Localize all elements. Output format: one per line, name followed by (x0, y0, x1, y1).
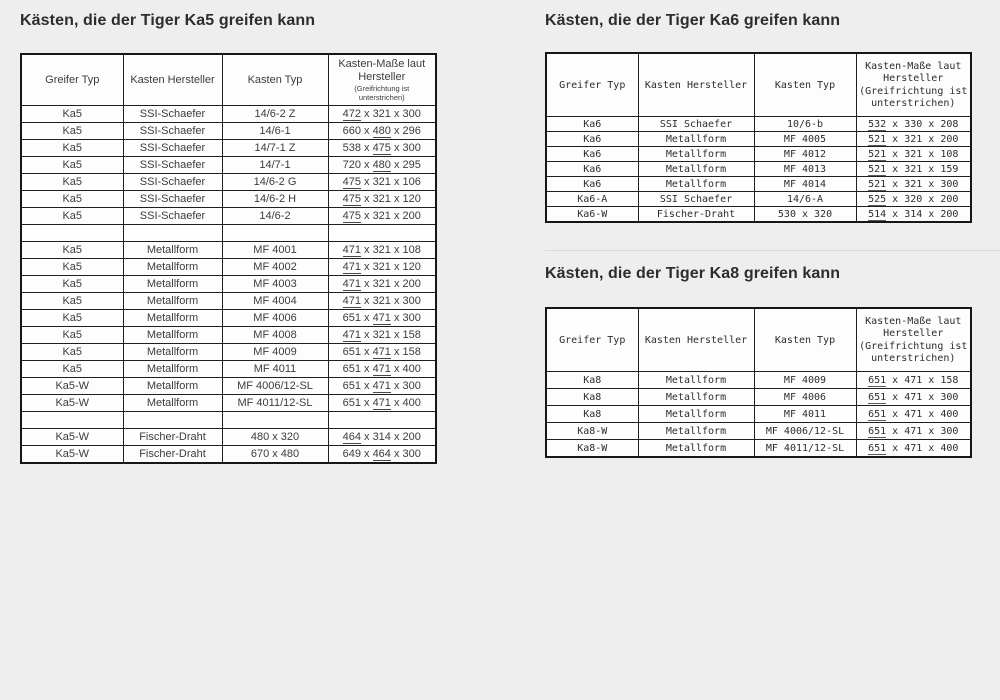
table-row (21, 446, 436, 464)
dimension: 300 (940, 178, 959, 190)
dimension: 651 (342, 397, 361, 409)
table-row (546, 192, 971, 207)
header-row (546, 308, 971, 372)
dimension: 649 (342, 448, 361, 460)
cell-kasten-hersteller: Metallform (638, 440, 754, 458)
grip-dimension: 471 (372, 312, 391, 324)
grip-dimension: 472 (342, 108, 361, 120)
col-header-kasten-masse-label: Kasten-Maße laut Hersteller (865, 60, 962, 84)
dimension: 321 (904, 163, 923, 175)
col-header-kasten-hersteller: Kasten Hersteller (638, 53, 754, 117)
dimension: 471 (904, 408, 923, 420)
dimension: 400 (402, 363, 421, 375)
cell-kasten-masse: 472 x 321 x 300 (328, 106, 436, 123)
table-row (21, 106, 436, 123)
spacer-row (21, 225, 436, 242)
cell-kasten-masse: 651 x 471 x 400 (856, 440, 971, 458)
cell-greifer-typ: Ka5 (21, 242, 123, 259)
dimension: 300 (402, 108, 421, 120)
dimension: 321 (372, 210, 391, 222)
cell-kasten-typ: MF 4009 (754, 372, 856, 389)
table-row (546, 207, 971, 223)
cell-kasten-typ: 14/7-1 Z (222, 140, 328, 157)
cell-kasten-typ: 480 x 320 (222, 429, 328, 446)
dimension: 158 (402, 329, 421, 341)
col-header-kasten-masse-label: Kasten-Maße laut Hersteller (865, 315, 962, 339)
cell-kasten-typ: MF 4012 (754, 147, 856, 162)
dimension: 120 (402, 193, 421, 205)
cell-kasten-masse: 651 x 471 x 300 (328, 310, 436, 327)
spacer-row (21, 412, 436, 429)
cell-kasten-masse: 471 x 321 x 120 (328, 259, 436, 276)
cell-greifer-typ: Ka6-A (546, 192, 638, 207)
cell-kasten-masse: 521 x 321 x 159 (856, 162, 971, 177)
cell-kasten-hersteller: SSI-Schaefer (123, 123, 222, 140)
grip-dimension: 514 (868, 208, 887, 220)
cell-kasten-typ: 10/6-b (754, 117, 856, 132)
cell-kasten-typ: MF 4013 (754, 162, 856, 177)
dimension: 400 (940, 408, 959, 420)
dimension: 321 (372, 176, 391, 188)
col-header-kasten-typ: Kasten Typ (754, 53, 856, 117)
cell-greifer-typ: Ka5 (21, 208, 123, 225)
cell-kasten-typ: MF 4009 (222, 344, 328, 361)
table-row (21, 191, 436, 208)
table-row (21, 310, 436, 327)
grip-dimension: 521 (868, 163, 887, 175)
cell-kasten-masse: 464 x 314 x 200 (328, 429, 436, 446)
col-header-greifer-typ: Greifer Typ (546, 53, 638, 117)
cell-kasten-typ: MF 4008 (222, 327, 328, 344)
ka5-section-title: Kästen, die der Tiger Ka5 greifen kann (20, 12, 316, 29)
dimension: 200 (940, 208, 959, 220)
dimension: 321 (372, 329, 391, 341)
cell-greifer-typ: Ka5-W (21, 429, 123, 446)
cell-kasten-hersteller: Metallform (638, 162, 754, 177)
dimension: 651 (342, 346, 361, 358)
cell-kasten-typ: MF 4014 (754, 177, 856, 192)
dimension: 300 (402, 448, 421, 460)
ka8-table (545, 307, 972, 458)
cell-greifer-typ: Ka5 (21, 106, 123, 123)
cell-kasten-hersteller: SSI-Schaefer (123, 191, 222, 208)
grip-dimension: 464 (342, 431, 361, 443)
table-row (21, 344, 436, 361)
cell-kasten-masse: 521 x 321 x 200 (856, 132, 971, 147)
col-header-kasten-hersteller: Kasten Hersteller (123, 54, 222, 106)
cell-kasten-masse: 471 x 321 x 300 (328, 293, 436, 310)
grip-dimension: 471 (372, 363, 391, 375)
cell-kasten-masse: 651 x 471 x 400 (856, 406, 971, 423)
empty-cell (328, 412, 436, 429)
dimension: 159 (940, 163, 959, 175)
cell-kasten-hersteller: Metallform (123, 276, 222, 293)
cell-kasten-masse: 660 x 480 x 296 (328, 123, 436, 140)
cell-greifer-typ: Ka5 (21, 123, 123, 140)
cell-kasten-typ: MF 4011 (222, 361, 328, 378)
empty-cell (222, 412, 328, 429)
dimension: 538 (342, 142, 361, 154)
dimension: 660 (342, 125, 361, 137)
cell-kasten-hersteller: Metallform (123, 293, 222, 310)
dimension: 300 (402, 380, 421, 392)
cell-greifer-typ: Ka5 (21, 327, 123, 344)
cell-kasten-hersteller: SSI-Schaefer (123, 174, 222, 191)
cell-greifer-typ: Ka6 (546, 147, 638, 162)
table-row (21, 174, 436, 191)
cell-greifer-typ: Ka5 (21, 174, 123, 191)
table-row (546, 132, 971, 147)
dimension: 400 (402, 397, 421, 409)
cell-kasten-typ: MF 4002 (222, 259, 328, 276)
grip-dimension: 464 (372, 448, 391, 460)
cell-kasten-typ: 530 x 320 (754, 207, 856, 223)
grip-dimension: 521 (868, 178, 887, 190)
cell-greifer-typ: Ka6-W (546, 207, 638, 223)
grip-dimension: 471 (342, 261, 361, 273)
dimension: 296 (402, 125, 421, 137)
cell-kasten-hersteller: SSI-Schaefer (123, 106, 222, 123)
table-row (21, 242, 436, 259)
dimension: 120 (402, 261, 421, 273)
grip-dimension: 651 (868, 442, 887, 454)
cell-greifer-typ: Ka5 (21, 310, 123, 327)
cell-kasten-hersteller: Metallform (123, 395, 222, 412)
dimension: 300 (402, 142, 421, 154)
cell-kasten-masse: 525 x 320 x 200 (856, 192, 971, 207)
cell-kasten-masse: 651 x 471 x 400 (328, 395, 436, 412)
table-row (546, 117, 971, 132)
dimension: 720 (342, 159, 361, 171)
dimension: 321 (904, 178, 923, 190)
dimension: 321 (372, 278, 391, 290)
dimension: 158 (402, 346, 421, 358)
table-row (546, 147, 971, 162)
cell-greifer-typ: Ka6 (546, 177, 638, 192)
cell-kasten-typ: MF 4006 (754, 389, 856, 406)
grip-dimension: 475 (342, 193, 361, 205)
table-row (21, 276, 436, 293)
dimension: 200 (402, 210, 421, 222)
header-row (21, 54, 436, 106)
cell-kasten-typ: 14/6-2 H (222, 191, 328, 208)
cell-kasten-masse: 475 x 321 x 200 (328, 208, 436, 225)
col-header-kasten-typ: Kasten Typ (222, 54, 328, 106)
cell-greifer-typ: Ka6 (546, 162, 638, 177)
dimension: 295 (402, 159, 421, 171)
table-row (546, 440, 971, 458)
grip-dimension: 471 (342, 278, 361, 290)
cell-kasten-typ: 670 x 480 (222, 446, 328, 464)
cell-kasten-hersteller: Metallform (638, 147, 754, 162)
cell-kasten-masse: 651 x 471 x 300 (856, 389, 971, 406)
cell-kasten-typ: 14/6-A (754, 192, 856, 207)
cell-kasten-typ: MF 4004 (222, 293, 328, 310)
cell-kasten-masse: 651 x 471 x 300 (328, 378, 436, 395)
dimension: 321 (372, 244, 391, 256)
table-row (21, 361, 436, 378)
cell-kasten-typ: 14/6-2 G (222, 174, 328, 191)
empty-cell (21, 412, 123, 429)
cell-greifer-typ: Ka5-W (21, 446, 123, 464)
col-header-grip-note: (Greifrichtung ist unterstrichen) (354, 84, 410, 102)
dimension: 321 (372, 193, 391, 205)
dimension: 321 (372, 261, 391, 273)
table-row (21, 293, 436, 310)
cell-kasten-typ: 14/6-2 Z (222, 106, 328, 123)
header-row (546, 53, 971, 117)
dimension: 471 (904, 425, 923, 437)
cell-kasten-masse: 720 x 480 x 295 (328, 157, 436, 174)
cell-kasten-masse: 471 x 321 x 200 (328, 276, 436, 293)
col-header-greifer-typ: Greifer Typ (21, 54, 123, 106)
dimension: 200 (402, 431, 421, 443)
cell-greifer-typ: Ka5 (21, 157, 123, 174)
cell-greifer-typ: Ka5 (21, 191, 123, 208)
cell-kasten-typ: MF 4011/12-SL (222, 395, 328, 412)
cell-greifer-typ: Ka5 (21, 344, 123, 361)
cell-greifer-typ: Ka8-W (546, 440, 638, 458)
cell-greifer-typ: Ka5-W (21, 378, 123, 395)
dimension: 208 (940, 118, 959, 130)
table-row (546, 372, 971, 389)
ka6-table (545, 52, 972, 223)
dimension: 300 (940, 425, 959, 437)
cell-kasten-hersteller: SSI-Schaefer (123, 157, 222, 174)
table-row (21, 378, 436, 395)
dimension: 200 (940, 133, 959, 145)
dimension: 200 (402, 278, 421, 290)
cell-kasten-hersteller: Metallform (638, 406, 754, 423)
dimension: 158 (940, 374, 959, 386)
empty-cell (123, 412, 222, 429)
table-row (21, 123, 436, 140)
table-row (546, 177, 971, 192)
col-header-kasten-masse (328, 54, 436, 106)
cell-kasten-typ: 14/7-1 (222, 157, 328, 174)
cell-greifer-typ: Ka8-W (546, 423, 638, 440)
cell-greifer-typ: Ka5 (21, 140, 123, 157)
cell-kasten-typ: MF 4011 (754, 406, 856, 423)
cell-kasten-masse: 532 x 330 x 208 (856, 117, 971, 132)
cell-kasten-masse: 475 x 321 x 120 (328, 191, 436, 208)
cell-kasten-hersteller: Metallform (123, 361, 222, 378)
cell-greifer-typ: Ka5 (21, 276, 123, 293)
cell-greifer-typ: Ka5 (21, 361, 123, 378)
cell-kasten-hersteller: SSI-Schaefer (123, 208, 222, 225)
col-header-kasten-masse (856, 308, 971, 372)
dimension: 471 (904, 374, 923, 386)
table-row (21, 140, 436, 157)
cell-kasten-hersteller: Metallform (123, 310, 222, 327)
grip-dimension: 475 (372, 142, 391, 154)
col-header-kasten-masse-label: Kasten-Maße laut Hersteller (338, 57, 426, 83)
dimension: 471 (904, 442, 923, 454)
dimension: 314 (372, 431, 391, 443)
dimension: 200 (940, 193, 959, 205)
grip-dimension: 475 (342, 210, 361, 222)
empty-cell (222, 225, 328, 242)
table-row (21, 208, 436, 225)
dimension: 330 (904, 118, 923, 130)
ka8-section-title: Kästen, die der Tiger Ka8 greifen kann (545, 265, 841, 282)
cell-greifer-typ: Ka6 (546, 132, 638, 147)
cell-kasten-hersteller: Fischer-Draht (123, 429, 222, 446)
cell-kasten-masse: 521 x 321 x 300 (856, 177, 971, 192)
table-row (21, 395, 436, 412)
grip-dimension: 471 (372, 346, 391, 358)
cell-kasten-typ: MF 4005 (754, 132, 856, 147)
cell-kasten-typ: MF 4006/12-SL (754, 423, 856, 440)
grip-dimension: 532 (868, 118, 887, 130)
cell-kasten-hersteller: Metallform (638, 423, 754, 440)
cell-kasten-hersteller: Metallform (123, 378, 222, 395)
table-row (546, 162, 971, 177)
cell-kasten-hersteller: SSI Schaefer (638, 192, 754, 207)
cell-kasten-masse: 471 x 321 x 108 (328, 242, 436, 259)
cell-kasten-typ: 14/6-1 (222, 123, 328, 140)
cell-kasten-hersteller: Metallform (123, 242, 222, 259)
cell-kasten-typ: 14/6-2 (222, 208, 328, 225)
cell-kasten-hersteller: SSI Schaefer (638, 117, 754, 132)
grip-dimension: 471 (342, 295, 361, 307)
dimension: 651 (342, 380, 361, 392)
table-row (546, 389, 971, 406)
cell-greifer-typ: Ka5 (21, 259, 123, 276)
cell-kasten-typ: MF 4006/12-SL (222, 378, 328, 395)
dimension: 320 (904, 193, 923, 205)
dimension: 300 (402, 312, 421, 324)
grip-dimension: 471 (372, 380, 391, 392)
dimension: 400 (940, 442, 959, 454)
dimension: 471 (904, 391, 923, 403)
cell-kasten-hersteller: Metallform (638, 132, 754, 147)
cell-kasten-masse: 471 x 321 x 158 (328, 327, 436, 344)
dimension: 108 (402, 244, 421, 256)
cell-kasten-hersteller: Metallform (638, 372, 754, 389)
grip-dimension: 471 (342, 244, 361, 256)
dimension: 300 (940, 391, 959, 403)
col-header-kasten-masse (856, 53, 971, 117)
cell-greifer-typ: Ka5 (21, 293, 123, 310)
cell-kasten-hersteller: Metallform (123, 259, 222, 276)
grip-dimension: 651 (868, 425, 887, 437)
grip-dimension: 471 (372, 397, 391, 409)
grip-dimension: 475 (342, 176, 361, 188)
dimension: 108 (940, 148, 959, 160)
cell-greifer-typ: Ka5-W (21, 395, 123, 412)
col-header-grip-note: (Greifrichtung ist unterstrichen) (859, 85, 968, 109)
cell-kasten-masse: 651 x 471 x 300 (856, 423, 971, 440)
grip-dimension: 480 (372, 125, 391, 137)
ka6-section-title: Kästen, die der Tiger Ka6 greifen kann (545, 12, 841, 29)
cell-kasten-masse: 651 x 471 x 158 (856, 372, 971, 389)
cell-kasten-masse: 651 x 471 x 158 (328, 344, 436, 361)
table-row (21, 157, 436, 174)
dimension: 651 (342, 312, 361, 324)
cell-kasten-typ: MF 4006 (222, 310, 328, 327)
table-row (546, 406, 971, 423)
table-row (546, 423, 971, 440)
dimension: 300 (402, 295, 421, 307)
ka5-table (20, 53, 437, 464)
cell-greifer-typ: Ka8 (546, 406, 638, 423)
dimension: 106 (402, 176, 421, 188)
col-header-kasten-typ: Kasten Typ (754, 308, 856, 372)
grip-dimension: 521 (868, 148, 887, 160)
grip-dimension: 471 (342, 329, 361, 341)
dimension: 314 (904, 208, 923, 220)
table-row (21, 429, 436, 446)
cell-kasten-masse: 475 x 321 x 106 (328, 174, 436, 191)
section-divider (545, 250, 1000, 251)
cell-kasten-masse: 649 x 464 x 300 (328, 446, 436, 464)
dimension: 321 (904, 133, 923, 145)
table-row (21, 259, 436, 276)
grip-dimension: 651 (868, 408, 887, 420)
empty-cell (123, 225, 222, 242)
col-header-grip-note: (Greifrichtung ist unterstrichen) (859, 340, 968, 364)
cell-kasten-hersteller: Fischer-Draht (123, 446, 222, 464)
cell-kasten-masse: 521 x 321 x 108 (856, 147, 971, 162)
col-header-greifer-typ: Greifer Typ (546, 308, 638, 372)
grip-dimension: 525 (868, 193, 887, 205)
cell-kasten-masse: 651 x 471 x 400 (328, 361, 436, 378)
cell-kasten-masse: 514 x 314 x 200 (856, 207, 971, 223)
cell-greifer-typ: Ka6 (546, 117, 638, 132)
grip-dimension: 521 (868, 133, 887, 145)
cell-kasten-masse: 538 x 475 x 300 (328, 140, 436, 157)
table-row (21, 327, 436, 344)
cell-kasten-hersteller: Metallform (638, 389, 754, 406)
cell-greifer-typ: Ka8 (546, 372, 638, 389)
dimension: 321 (372, 295, 391, 307)
dimension: 651 (342, 363, 361, 375)
cell-kasten-hersteller: Metallform (123, 327, 222, 344)
cell-kasten-typ: MF 4011/12-SL (754, 440, 856, 458)
grip-dimension: 651 (868, 374, 887, 386)
cell-kasten-hersteller: SSI-Schaefer (123, 140, 222, 157)
grip-dimension: 480 (372, 159, 391, 171)
cell-kasten-typ: MF 4001 (222, 242, 328, 259)
dimension: 321 (372, 108, 391, 120)
cell-kasten-typ: MF 4003 (222, 276, 328, 293)
empty-cell (328, 225, 436, 242)
dimension: 321 (904, 148, 923, 160)
cell-kasten-hersteller: Fischer-Draht (638, 207, 754, 223)
empty-cell (21, 225, 123, 242)
cell-greifer-typ: Ka8 (546, 389, 638, 406)
col-header-kasten-hersteller: Kasten Hersteller (638, 308, 754, 372)
cell-kasten-hersteller: Metallform (123, 344, 222, 361)
cell-kasten-hersteller: Metallform (638, 177, 754, 192)
grip-dimension: 651 (868, 391, 887, 403)
